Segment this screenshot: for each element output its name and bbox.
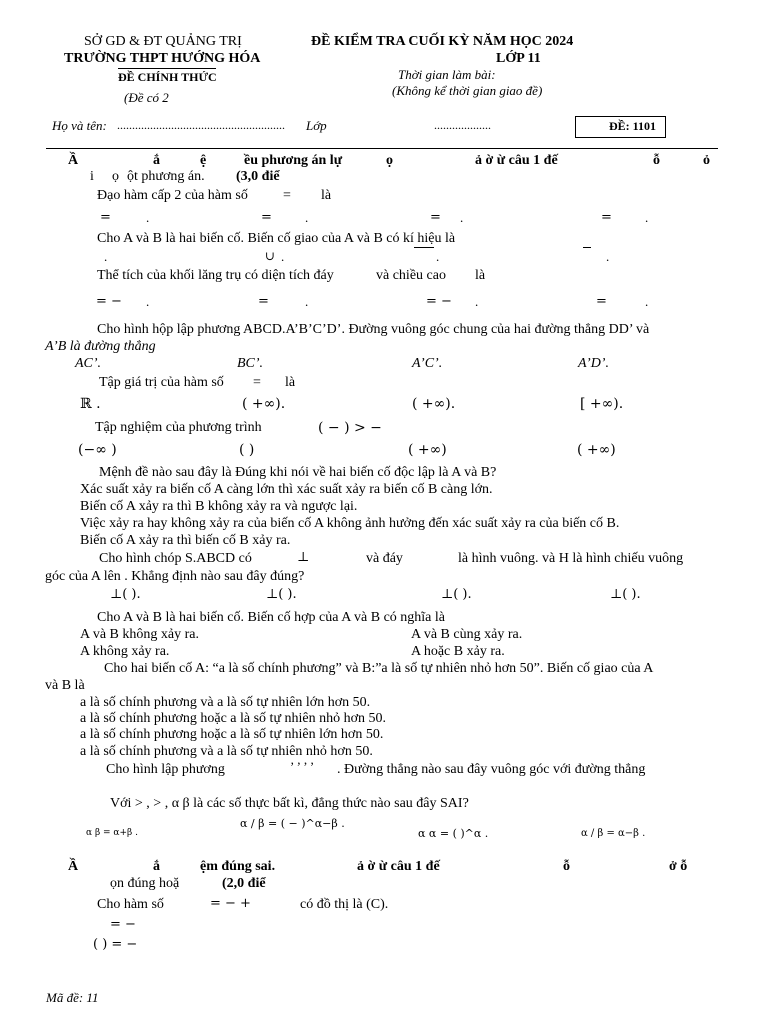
q1-option-a-end: . — [146, 210, 150, 225]
q6-option-d[interactable]: ( +∞) — [577, 442, 616, 458]
q8-option-d[interactable]: ⊥( ). — [610, 587, 641, 602]
q3-option-a[interactable]: = − — [96, 294, 122, 309]
q11-text: Cho hình lập phương — [106, 762, 225, 777]
pages-note: (Đề có 2 — [124, 90, 169, 105]
p2l1-fragment: ệm đúng sai. — [200, 859, 276, 874]
p1l2-fragment: ột phương án. — [127, 169, 205, 184]
p2l2-fragment: (2,0 điể — [222, 876, 266, 891]
q1-option-d-end: . — [645, 210, 649, 225]
q1-option-c[interactable]: = — [430, 210, 441, 225]
name-label: Họ và tên: — [52, 118, 107, 133]
q6-option-b[interactable]: ( ) — [239, 442, 255, 458]
q7-option-c[interactable]: Việc xảy ra hay không xảy ra của biến cố A không ảnh hưởng đến xác suất xảy ra của biến cố B. — [80, 516, 620, 531]
q10-option-a[interactable]: a là số chính phương và a là số tự nhiên lớn hơn 50. — [80, 695, 371, 710]
grade-label: LỚP 11 — [496, 51, 541, 66]
p1l1-fragment: ỏ — [703, 153, 710, 168]
q10-option-b[interactable]: a là số chính phương hoặc a là số tự nhiên nhỏ hơn 50. — [80, 711, 387, 726]
p2q1-text: Cho hàm số — [97, 897, 164, 912]
q8-line2: góc của A lên . Khẳng định nào sau đây đúng? — [45, 569, 305, 584]
q4-line1: Cho hình hộp lập phương ABCD.A’B’C’D’. Đường vuông góc chung của hai đường thẳng DD’ và — [97, 322, 650, 337]
q5-option-a[interactable]: ℝ . — [80, 396, 101, 412]
q3-option-d[interactable]: = — [596, 294, 607, 309]
q10-line2: và B là — [45, 678, 85, 693]
dept-name: SỞ GD & ĐT QUẢNG TRỊ — [84, 34, 242, 49]
p2q1-statement-b[interactable]: ( ) = − — [93, 937, 138, 952]
q3-option-b[interactable]: = — [258, 294, 269, 309]
q7-option-a[interactable]: Xác suất xảy ra biến cố A càng lớn thì xác suất xảy ra biến cố B càng lớn. — [80, 482, 493, 497]
q3-option-c-end: . — [475, 294, 479, 309]
p1l2-fragment: (3,0 điể — [236, 169, 280, 184]
q9-option-d[interactable]: A hoặc B xảy ra. — [411, 644, 505, 659]
official-label: ĐỀ CHÍNH THỨC — [118, 70, 217, 84]
q1-option-d[interactable]: = — [601, 210, 612, 225]
p2q1-end: có đồ thị là (C). — [300, 897, 389, 912]
q8-perp: ⊥ — [297, 550, 310, 565]
q3-option-d-end: . — [645, 294, 649, 309]
q6-text: Tập nghiệm của phương trình — [95, 420, 262, 435]
q9-option-b[interactable]: A và B cùng xảy ra. — [411, 627, 523, 642]
q2-option-b-end: . — [281, 249, 285, 264]
exam-code-box — [575, 116, 666, 138]
q10-line1: Cho hai biến cố A: “a là số chính phương” và B:”a là số tự nhiên nhỏ hơn 50”. Biến cố giao của A — [104, 661, 654, 676]
q10-option-c[interactable]: a là số chính phương hoặc a là số tự nhiên lớn hơn 50. — [80, 727, 384, 742]
exam-code: ĐỀ: 1101 — [609, 119, 657, 133]
p1l2-fragment: i — [90, 169, 94, 184]
q2-option-b[interactable]: ∪ — [265, 249, 276, 263]
q2-option-d[interactable]: . — [606, 249, 610, 264]
p2q1-statement-a[interactable]: = − — [110, 917, 136, 932]
q2-option-a[interactable]: . — [104, 249, 108, 264]
footer-code: Mã đề: 11 — [46, 990, 99, 1005]
p1l1-fragment: ệ — [200, 153, 207, 168]
q12-option-c[interactable]: α α = ( )^α . — [418, 827, 489, 840]
p2l1-fragment: ả ờ ừ câu 1 đế — [357, 859, 440, 874]
q4-option-a[interactable]: AC’. — [75, 356, 102, 371]
p1l2-fragment: ọ — [112, 169, 119, 184]
q1-eq: = — [283, 188, 291, 203]
q2-overline — [414, 247, 434, 248]
q5-option-b[interactable]: ( +∞). — [242, 396, 286, 412]
school-name: TRƯỜNG THPT HƯỚNG HÓA — [64, 51, 261, 66]
p2l1-fragment: ắ — [153, 859, 160, 874]
q11-primes: ’ ’ ’ ’ — [290, 759, 315, 774]
q1-option-c-end: . — [460, 210, 464, 225]
p1l1-fragment: Ầ — [68, 153, 79, 168]
q9-option-a[interactable]: A và B không xảy ra. — [80, 627, 199, 642]
q3-option-b-end: . — [305, 294, 309, 309]
q5-text: Tập giá trị của hàm số — [99, 375, 224, 390]
q9-text: Cho A và B là hai biến cố. Biến cố hợp của A và B có nghĩa là — [97, 610, 446, 625]
q8-text-b: và đáy — [366, 551, 403, 566]
q12-option-a[interactable]: α β = α+β . — [86, 828, 138, 838]
q2-text: Cho A và B là hai biến cố. Biến cố giao của A và B có kí hiệu là — [97, 231, 456, 246]
q1-text: Đạo hàm cấp 2 của hàm số — [97, 188, 248, 203]
q5-option-d[interactable]: [ +∞). — [580, 396, 624, 412]
q5-end: là — [285, 375, 296, 390]
p2l1-fragment: ở ỗ — [669, 859, 688, 874]
q12-option-b[interactable]: α / β = ( − )^α−β . — [240, 817, 345, 830]
q7-option-d[interactable]: Biến cố A xảy ra thì biến cố B xảy ra. — [80, 533, 291, 548]
q8-option-a[interactable]: ⊥( ). — [110, 587, 141, 602]
q11-end: . Đường thẳng nào sau đây vuông góc với đường thẳng — [337, 762, 646, 777]
q1-end: là — [321, 188, 332, 203]
name-dots[interactable]: ........................................................ — [117, 118, 285, 132]
header-rule — [46, 148, 718, 149]
p1l1-fragment: ỗ — [653, 153, 660, 168]
q1-option-b[interactable]: = — [261, 210, 272, 225]
school-underline — [118, 68, 216, 69]
p1l1-fragment: ả ờ ừ câu 1 đế — [475, 153, 558, 168]
q2-option-d-bar — [583, 247, 591, 248]
q3-end: là — [475, 268, 486, 283]
q3-text: Thể tích của khối lăng trụ có diện tích đáy — [97, 268, 334, 283]
q6-option-a[interactable]: (−∞ ) — [78, 442, 117, 458]
p2l1-fragment: ỗ — [563, 859, 570, 874]
q4-option-b[interactable]: BC’. — [237, 356, 264, 371]
time-note: (Không kể thời gian giao đề) — [392, 83, 543, 98]
q8-option-c[interactable]: ⊥( ). — [441, 587, 472, 602]
q4-option-c[interactable]: A’C’. — [412, 356, 443, 371]
q12-text: Với > , > , α β là các số thực bất kì, đẳng thức nào sau đây SAI? — [110, 796, 469, 811]
p1l1-fragment: ắ — [153, 153, 160, 168]
q1-option-a[interactable]: = — [100, 210, 111, 225]
p1l1-fragment: ọ — [386, 153, 393, 168]
q9-option-c[interactable]: A không xảy ra. — [80, 644, 170, 659]
q8-text-c: là hình vuông. và H là hình chiếu vuông — [458, 551, 684, 566]
q4-option-d[interactable]: A’D’. — [578, 356, 609, 371]
q12-option-d[interactable]: α / β = α−β . — [581, 828, 646, 839]
q6-eq: ( − ) > − — [318, 420, 382, 436]
p1l1-fragment: ều phương án lự — [244, 153, 343, 168]
class-label: Lớp — [306, 118, 327, 133]
q6-option-c[interactable]: ( +∞) — [408, 442, 447, 458]
q10-option-d[interactable]: a là số chính phương và a là số tự nhiên nhỏ hơn 50. — [80, 744, 373, 759]
q3-option-c[interactable]: = − — [426, 294, 452, 309]
q4-line2: A’B là đường thẳng — [45, 339, 156, 354]
q8-text-a: Cho hình chóp S.ABCD có — [99, 551, 252, 566]
q7-option-b[interactable]: Biến cố A xảy ra thì B không xảy ra và ngược lại. — [80, 499, 358, 514]
q8-option-b[interactable]: ⊥( ). — [266, 587, 297, 602]
time-label: Thời gian làm bài: — [398, 67, 496, 82]
p2l1-fragment: Ầ — [68, 859, 79, 874]
exam-title: ĐỀ KIỂM TRA CUỐI KỲ NĂM HỌC 2024 — [311, 34, 574, 49]
q3-mid: và chiều cao — [376, 268, 446, 283]
q1-option-b-end: . — [305, 210, 309, 225]
q5-eq: = — [253, 375, 261, 390]
q2-option-c[interactable]: . — [436, 249, 440, 264]
q3-option-a-end: . — [146, 294, 150, 309]
q7-text: Mệnh đề nào sau đây là Đúng khi nói về hai biến cố độc lập là A và B? — [99, 465, 497, 480]
p2q1-eq: = − + — [210, 896, 251, 911]
class-dots[interactable]: ................... — [434, 118, 491, 132]
p2l2-fragment: ọn đúng hoặ — [110, 876, 180, 891]
q5-option-c[interactable]: ( +∞). — [412, 396, 456, 412]
